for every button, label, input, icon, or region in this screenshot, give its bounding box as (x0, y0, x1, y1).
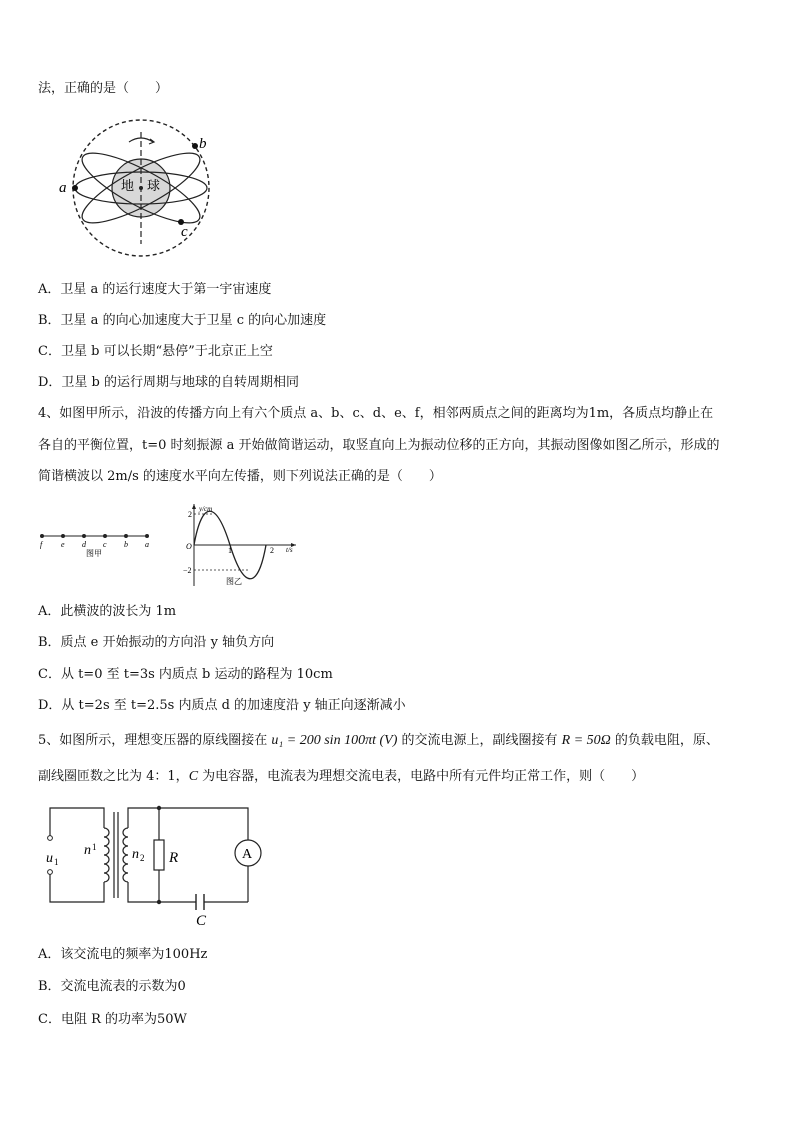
q5-capacitor-symbol: C (188, 769, 199, 784)
q4-option-d[interactable]: D．从 t=2s 至 t=2.5s 内质点 d 的加速度沿 y 轴正向逐渐减小 (38, 698, 406, 713)
earth-label-right: 球 (147, 178, 161, 193)
particle-label-d: d (82, 540, 86, 549)
particle-label-f: f (40, 540, 43, 549)
q5-stem-line-1 (38, 732, 719, 750)
satellite-c-label: c (181, 224, 188, 240)
n2-label: n (132, 847, 139, 862)
u1-subscript: 1 (54, 857, 59, 867)
particle-label-a: a (145, 540, 149, 549)
graph-tick-t2: 2 (270, 546, 274, 555)
resistor-label: R (169, 850, 179, 866)
q5-stem-part-3: 的负载电阻，原、 (614, 733, 719, 748)
q4-option-a[interactable]: A．此横波的波长为 1m (38, 604, 177, 619)
particle-label-e: e (61, 540, 65, 549)
q3-option-c[interactable]: C．卫星 b 可以长期“悬停”于北京正上空 (38, 344, 273, 359)
q3-option-b[interactable]: B．卫星 a 的向心加速度大于卫星 c 的向心加速度 (38, 313, 327, 328)
q5-stem-line-2 (38, 768, 644, 786)
q5-option-c[interactable]: C．电阻 R 的功率为50W (38, 1012, 187, 1027)
particle-label-b: b (124, 540, 128, 549)
q3-stem-tail: 法，正确的是（ ） (38, 81, 169, 96)
graph-tick-t1: 1 (228, 546, 232, 555)
n2-subscript: 2 (140, 853, 145, 863)
graph-tick-neg2: −2 (183, 566, 192, 575)
figure-jia-caption: 图甲 (86, 549, 102, 558)
graph-x-axis-label: t/s (286, 546, 293, 554)
satellite-a-label: a (59, 180, 67, 196)
capacitor-label: C (196, 913, 207, 929)
q5-option-a[interactable]: A．该交流电的频率为100Hz (38, 947, 208, 962)
ammeter-label: A (242, 847, 253, 862)
satellite-orbit-figure (55, 118, 225, 248)
graph-tick-2: 2 (188, 510, 192, 519)
q4-stem-line-1: 4、如图甲所示，沿波的传播方向上有六个质点 a、b、c、d、e、f，相邻两质点之间的距离均为1m，各质点均静止在 (38, 406, 714, 421)
q3-option-d[interactable]: D．卫星 b 的运行周期与地球的自转周期相同 (38, 375, 300, 390)
q5-stem-part-2: 的交流电源上，副线圈接有 (401, 733, 558, 748)
n1-subscript: 1 (92, 842, 97, 852)
q4-stem-line-3: 简谐横波以 2m/s 的速度水平向左传播，则下列说法正确的是（ ） (38, 469, 442, 484)
figure-yi-vibration-graph (182, 500, 307, 590)
figure-yi-caption: 图乙 (226, 577, 242, 586)
q5-stem-part-1: 5、如图所示，理想变压器的原线圈接在 (38, 733, 268, 748)
q3-option-a[interactable]: A．卫星 a 的运行速度大于第一宇宙速度 (38, 282, 272, 297)
q4-option-c[interactable]: C．从 t=0 至 t=3s 内质点 b 运动的路程为 10cm (38, 667, 333, 682)
graph-y-axis-label: y/cm (199, 505, 213, 513)
q5-voltage-formula: u₁ = 200 sin 100πt (V) (271, 733, 398, 748)
q4-stem-line-2: 各自的平衡位置，t=0 时刻振源 a 开始做简谐运动，取竖直向上为振动位移的正方向，其振动图像如图乙所示，形成的 (38, 438, 720, 453)
n1-label: n (84, 843, 91, 858)
q5-stem-part-4: 副线圈匝数之比为 4：1， (38, 769, 189, 784)
satellite-b-label: b (199, 136, 207, 152)
transformer-circuit-diagram (38, 800, 268, 930)
particle-label-c: c (103, 540, 107, 549)
figure-jia-particles (36, 530, 166, 560)
graph-origin: O (186, 542, 192, 551)
q5-option-b[interactable]: B．交流电流表的示数为0 (38, 979, 186, 994)
u1-label: u (46, 851, 53, 866)
q5-resistance-formula: R = 50Ω (561, 733, 611, 748)
earth-label-left: 地 (121, 178, 135, 193)
q5-stem-part-5: 为电容器，电流表为理想交流电表，电路中所有元件均正常工作，则（ ） (202, 769, 645, 784)
q4-option-b[interactable]: B．质点 e 开始振动的方向沿 y 轴负方向 (38, 635, 275, 650)
